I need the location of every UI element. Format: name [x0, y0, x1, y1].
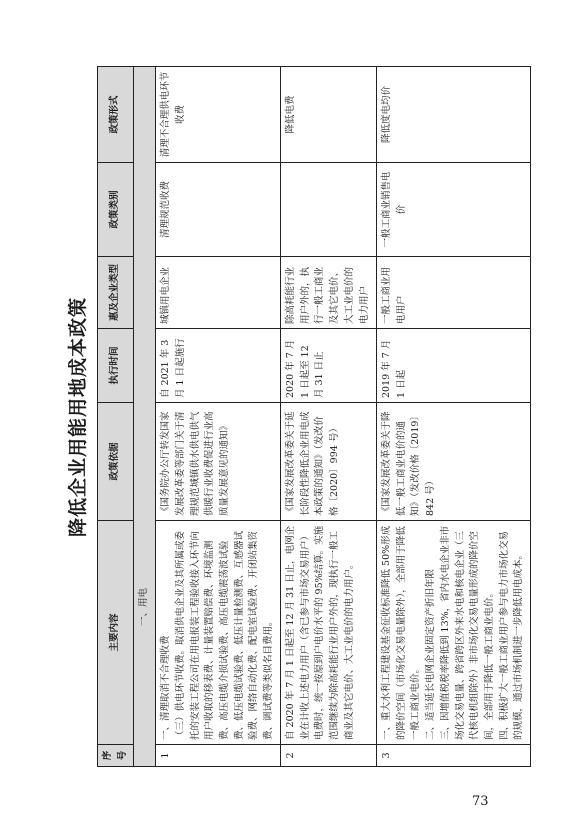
header-subject: 惠及企业类型 — [98, 257, 134, 329]
row-content — [376, 521, 530, 745]
content-line: 四、积极扩大一般工商业用户参与电力市场化交易的规模，通过市场机制进一步降低用电成本。 — [498, 530, 525, 740]
page-title: 降低企业用能用地成本政策 — [67, 297, 89, 538]
content-line: 三、因增值税税率降低到 13%，省内水电企业非市场化交易电量、跨省跨区外来水电和核电企业（三代核电机组除外）非市场化交易电量形成的降价空间，全部用于降低一般工商业电价。 — [439, 525, 495, 740]
header-category: 政策类别 — [98, 163, 134, 257]
row-subject: 一般工商业用电用户 — [376, 257, 530, 329]
header-content: 主要内容 — [98, 521, 134, 745]
row-form: 清理不合理供电环节收费 — [156, 67, 281, 163]
content-line: （三）供电环节收费。取消供电企业及其所属或委托的安装工程公司在用电报装工程验收接入环节向用户收取的移表费、计量装置赔偿费、环境监测费、高压电缆介损试验费、高压电缆震荡波试验费、低压电缆试验费、低压计量检测费、互感器试验费、网络自动化费、配电室试验费、开闭站集资费、调试费等类似名目费用。 — [174, 530, 275, 740]
section-label: 一、用电 — [134, 67, 156, 767]
row-time: 2019 年 7 月 1 日起 — [376, 329, 530, 403]
table-header-row — [98, 67, 134, 767]
row-subject: 城镇用电企业 — [156, 257, 281, 329]
rotated-page — [55, 67, 525, 767]
content-line: 一、重大水利工程建设基金征收标准降低 50%形成的降价空间（市场化交易电量除外），全部用于降低一般工商业电价。 — [380, 525, 422, 740]
policy-table — [97, 66, 531, 767]
row-content — [156, 521, 281, 745]
row-num: 3 — [376, 745, 530, 767]
row-category: 清理规范收费 — [156, 163, 281, 257]
row-form: 降低度电均价 — [376, 67, 530, 163]
section-row — [134, 67, 156, 767]
content-line: 二、适当延长电网企业固定资产折旧年限 — [425, 568, 437, 740]
table-row — [280, 67, 376, 767]
header-time: 执行时间 — [98, 329, 134, 403]
row-num: 2 — [280, 745, 376, 767]
row-basis: 《国务院办公厅转发国家发展改革委等部门关于清理规范城镇供水供电供气供暖行业收费促进行业高质量发展意见的通知》 — [156, 403, 281, 521]
row-category — [280, 163, 376, 257]
row-basis: 《国家发展改革委关于降低一般工商业电价的通知》（发改价格〔2019〕842 号） — [376, 403, 530, 521]
row-time: 2020 年 7 月 1 日起至 12 月 31 日止 — [280, 329, 376, 403]
row-content — [280, 521, 376, 745]
header-form: 政策形式 — [98, 67, 134, 163]
table-row — [376, 67, 530, 767]
header-basis: 政策依据 — [98, 403, 134, 521]
row-category: 一般工商业销售电价 — [376, 163, 530, 257]
content-line: 自 2020 年 7 月 1 日起至 12 月 31 日止，电网企业在计收上述电力用户（含已参与市场交易用户）电费时，统一按原到户电价水平的 95%结算。实施范围继续为除高耗能行业用户外的，现执行一般工商业及其它电价、大工业电价的电力用户。 — [284, 525, 355, 740]
page-number: 73 — [472, 794, 489, 809]
row-time: 自 2021 年 3 月 1 日起施行 — [156, 329, 281, 403]
row-subject: 除高耗能行业用户外的，执行一般工商业及其它电价、大工业电价的电力用户 — [280, 257, 376, 329]
row-num: 1 — [156, 745, 281, 767]
row-basis: 《国家发展改革委关于延长阶段性降低企业用电成本政策的通知》（发改价格〔2020〕994 号） — [280, 403, 376, 521]
row-form: 降低电费 — [280, 67, 376, 163]
header-num: 序号 — [98, 745, 134, 767]
content-line: 一、清理取消不合理收费 — [160, 635, 172, 740]
table-row — [156, 67, 281, 767]
